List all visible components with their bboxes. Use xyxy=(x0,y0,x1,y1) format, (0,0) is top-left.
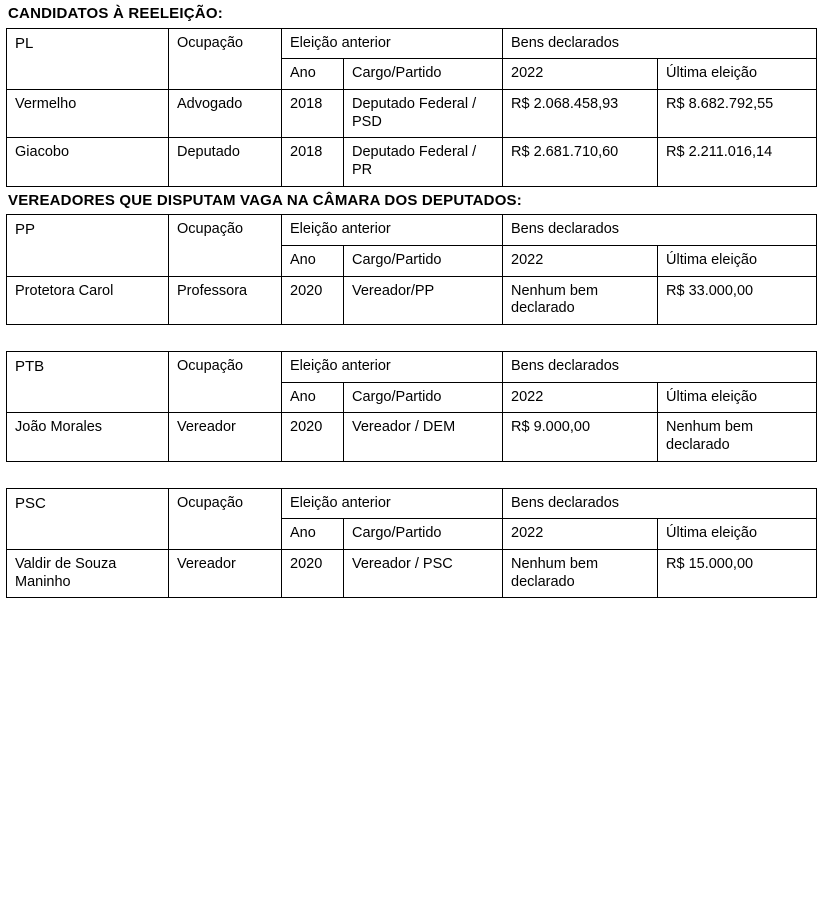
candidate-name: Valdir de Souza Maninho xyxy=(7,550,169,598)
party-label: PTB xyxy=(7,351,169,412)
candidate-assets-last: R$ 15.000,00 xyxy=(658,550,817,598)
candidate-occupation: Advogado xyxy=(169,89,282,137)
column-header-assets-2022: 2022 xyxy=(503,382,658,413)
column-header-post-party: Cargo/Partido xyxy=(344,382,503,413)
party-table-psc xyxy=(6,488,817,599)
column-header-assets-last: Última eleição xyxy=(658,519,817,550)
candidate-assets-2022: R$ 2.068.458,93 xyxy=(503,89,658,137)
candidate-assets-last: Nenhum bem declarado xyxy=(658,413,817,461)
candidate-year: 2020 xyxy=(282,550,344,598)
column-header-previous-election: Eleição anterior xyxy=(282,215,503,246)
column-header-declared-assets: Bens declarados xyxy=(503,488,817,519)
column-header-assets-last: Última eleição xyxy=(658,245,817,276)
column-header-occupation: Ocupação xyxy=(169,215,282,276)
party-table-pl xyxy=(6,28,817,187)
column-header-post-party: Cargo/Partido xyxy=(344,519,503,550)
column-header-assets-last: Última eleição xyxy=(658,382,817,413)
candidate-year: 2018 xyxy=(282,89,344,137)
table-spacer xyxy=(6,462,816,488)
candidate-year: 2020 xyxy=(282,413,344,461)
candidate-assets-2022: Nenhum bem declarado xyxy=(503,276,658,324)
column-header-year: Ano xyxy=(282,245,344,276)
section-heading-reeleicao: CANDIDATOS À REELEIÇÃO: xyxy=(8,5,223,22)
column-header-assets-2022: 2022 xyxy=(503,245,658,276)
candidate-occupation: Vereador xyxy=(169,413,282,461)
candidate-assets-2022: R$ 9.000,00 xyxy=(503,413,658,461)
column-header-occupation: Ocupação xyxy=(169,488,282,549)
candidate-assets-2022: Nenhum bem declarado xyxy=(503,550,658,598)
party-label: PL xyxy=(7,28,169,89)
candidate-year: 2020 xyxy=(282,276,344,324)
candidate-occupation: Professora xyxy=(169,276,282,324)
column-header-assets-last: Última eleição xyxy=(658,59,817,90)
column-header-year: Ano xyxy=(282,59,344,90)
candidate-assets-last: R$ 2.211.016,14 xyxy=(658,138,817,186)
candidate-name: Vermelho xyxy=(7,89,169,137)
candidate-name: João Morales xyxy=(7,413,169,461)
table-row xyxy=(7,413,817,461)
table-header-row xyxy=(7,28,817,59)
column-header-year: Ano xyxy=(282,382,344,413)
candidate-post-party: Vereador/PP xyxy=(344,276,503,324)
column-header-declared-assets: Bens declarados xyxy=(503,215,817,246)
table-row xyxy=(7,276,817,324)
party-table-pp xyxy=(6,214,817,325)
table-row xyxy=(7,550,817,598)
candidate-name: Giacobo xyxy=(7,138,169,186)
column-header-occupation: Ocupação xyxy=(169,351,282,412)
party-table-ptb xyxy=(6,351,817,462)
column-header-previous-election: Eleição anterior xyxy=(282,351,503,382)
column-header-previous-election: Eleição anterior xyxy=(282,28,503,59)
column-header-occupation: Ocupação xyxy=(169,28,282,89)
table-row xyxy=(7,89,817,137)
section-heading-vereadores: VEREADORES QUE DISPUTAM VAGA NA CÂMARA DOS DEPUTADOS: xyxy=(8,191,522,209)
column-header-previous-election: Eleição anterior xyxy=(282,488,503,519)
party-label: PSC xyxy=(7,488,169,549)
candidate-assets-last: R$ 8.682.792,55 xyxy=(658,89,817,137)
candidate-occupation: Deputado xyxy=(169,138,282,186)
candidate-post-party: Vereador / PSC xyxy=(344,550,503,598)
candidate-year: 2018 xyxy=(282,138,344,186)
column-header-post-party: Cargo/Partido xyxy=(344,59,503,90)
table-row xyxy=(7,138,817,186)
table-header-row xyxy=(7,351,817,382)
candidate-name: Protetora Carol xyxy=(7,276,169,324)
candidate-assets-2022: R$ 2.681.710,60 xyxy=(503,138,658,186)
table-spacer xyxy=(6,325,816,351)
column-header-declared-assets: Bens declarados xyxy=(503,351,817,382)
candidate-occupation: Vereador xyxy=(169,550,282,598)
column-header-year: Ano xyxy=(282,519,344,550)
candidate-assets-last: R$ 33.000,00 xyxy=(658,276,817,324)
column-header-assets-2022: 2022 xyxy=(503,519,658,550)
candidate-post-party: Vereador / DEM xyxy=(344,413,503,461)
party-label: PP xyxy=(7,215,169,276)
candidate-post-party: Deputado Federal / PSD xyxy=(344,89,503,137)
column-header-declared-assets: Bens declarados xyxy=(503,28,817,59)
column-header-post-party: Cargo/Partido xyxy=(344,245,503,276)
table-header-row xyxy=(7,488,817,519)
column-header-assets-2022: 2022 xyxy=(503,59,658,90)
table-header-row xyxy=(7,215,817,246)
candidate-post-party: Deputado Federal / PR xyxy=(344,138,503,186)
